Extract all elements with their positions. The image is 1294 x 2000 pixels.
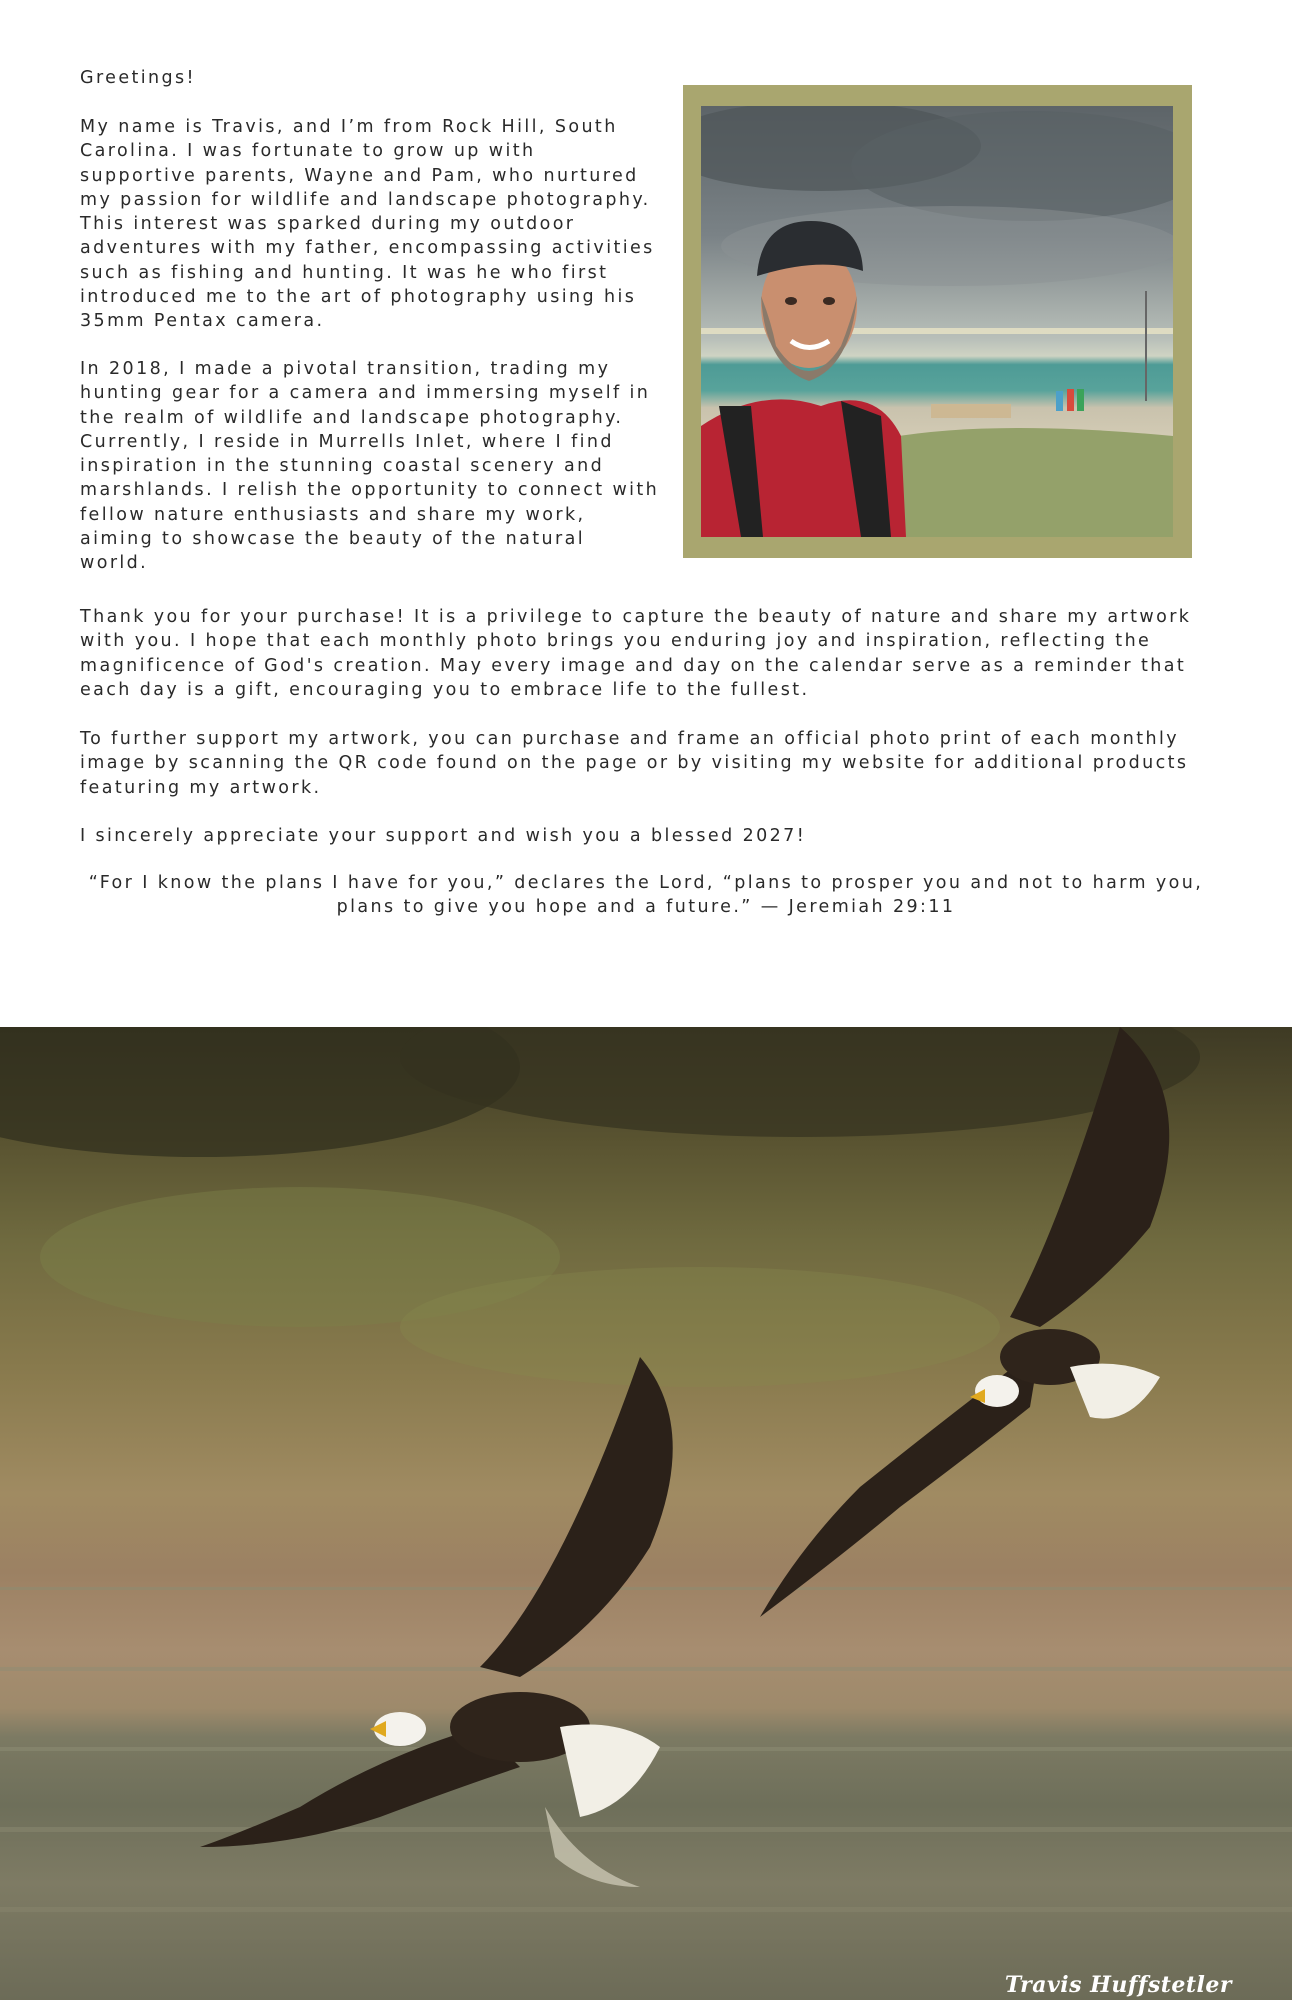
portrait-illustration — [701, 106, 1173, 537]
photographer-signature: Travis Huffstetler — [1004, 1972, 1232, 1998]
transition-paragraph: In 2018, I made a pivotal transition, trading my hunting gear for a camera and immersing myself in the realm of wildlife and landscape photography. Currently, I reside in Murrells Inlet, where I find inspiration in the stunning coastal scenery and marshlands. I relish the opportunity to connect with fellow nature enthusiasts and share my work, aiming to showcase the beauty of the natural world. — [80, 359, 660, 574]
support-paragraph: To further support my artwork, you can purchase and frame an official photo print of each monthly image by scanning the QR code found on the page or by visiting my website for additional products featuring my artwork. — [80, 729, 1189, 798]
intro-paragraph: My name is Travis, and I’m from Rock Hill, South Carolina. I was fortunate to grow up with supportive parents, Wayne and Pam, who nurtured my passion for wildlife and landscape photography. This interest was sparked during my outdoor adventures with my father, encompassing activities such as fishing and hunting. It was he who first introduced me to the art of photography using his 35mm Pentax camera. — [80, 117, 655, 332]
scripture-quote: “For I know the plans I have for you,” declares the Lord, “plans to prosper you and not to harm you, plans to give you hope and a future.” — Jeremiah 29:11 — [88, 873, 1204, 918]
thank-you-paragraph: Thank you for your purchase! It is a privilege to capture the beauty of nature and share my artwork with you. I hope that each monthly photo brings you enduring joy and inspiration, reflecting the magnificence of God's creation. May every image and day on the calendar serve as a reminder that each day is a gift, encouraging you to embrace life to the fullest. — [80, 607, 1192, 700]
portrait-frame — [683, 85, 1192, 558]
eagles-illustration — [0, 1027, 1292, 2000]
closing-paragraph: I sincerely appreciate your support and wish you a blessed 2027! — [80, 826, 807, 846]
greeting: Greetings! — [80, 68, 196, 88]
eagle-lower — [200, 1357, 673, 1887]
eagle-photo — [0, 1027, 1292, 2000]
portrait-photo — [701, 106, 1173, 537]
